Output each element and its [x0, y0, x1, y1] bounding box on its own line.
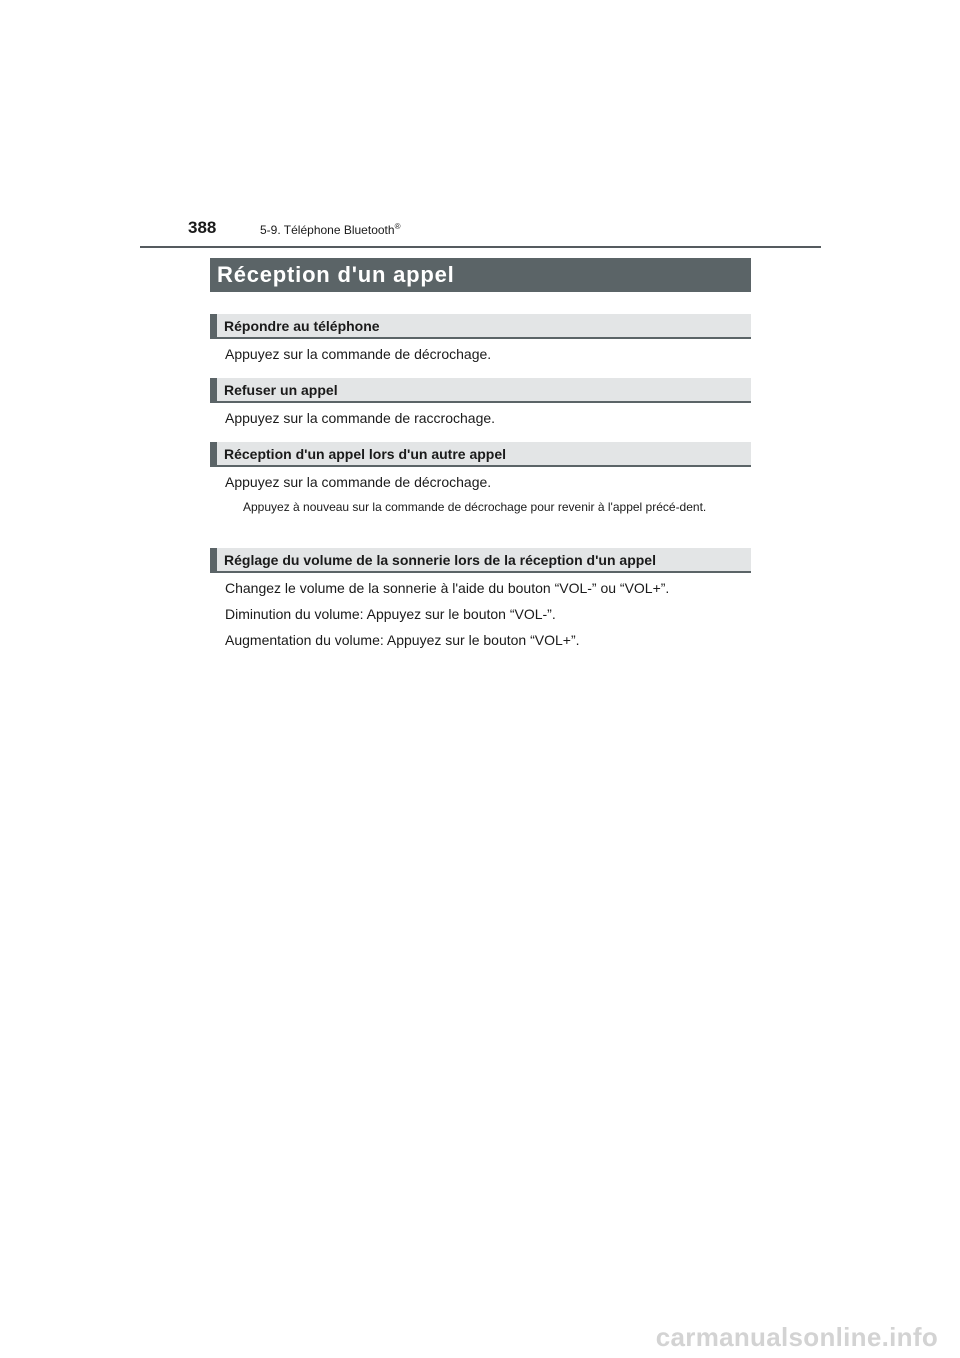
section-heading-text: Refuser un appel	[224, 381, 338, 398]
page-number: 388	[188, 218, 217, 237]
page-title-bar	[210, 258, 751, 292]
watermark: carmanualsonline.info	[655, 1322, 938, 1352]
paragraph-ringer-volume-2: Diminution du volume: Appuyez sur le bouton “VOL-”.	[225, 606, 556, 622]
paragraph-answer: Appuyez sur la commande de décrochage.	[225, 346, 492, 362]
section-heading-text: Répondre au téléphone	[224, 317, 380, 334]
note-call-waiting: Appuyez à nouveau sur la commande de décrochage pour revenir à l'appel précé-dent.	[243, 500, 707, 514]
section-heading-text: Réception d'un appel lors d'un autre appel	[224, 445, 507, 462]
page-title: Réception d'un appel	[217, 262, 455, 287]
section-heading-ringer-volume	[210, 548, 751, 573]
paragraph-refuse: Appuyez sur la commande de raccrochage.	[225, 410, 496, 426]
registered-mark: ®	[394, 222, 401, 231]
paragraph-call-waiting: Appuyez sur la commande de décrochage.	[225, 474, 492, 490]
paragraph-ringer-volume-3: Augmentation du volume: Appuyez sur le bouton “VOL+”.	[225, 632, 580, 648]
section-heading-refuse	[210, 378, 751, 403]
section-path-text: 5-9. Téléphone Bluetooth	[260, 223, 395, 237]
section-heading-text: Réglage du volume de la sonnerie lors de la réception d'un appel	[224, 551, 656, 568]
paragraph-ringer-volume-1: Changez le volume de la sonnerie à l'aide du bouton “VOL-” ou “VOL+”.	[225, 580, 670, 596]
section-heading-answer	[210, 314, 751, 339]
section-heading-call-waiting	[210, 442, 751, 467]
section-path	[260, 222, 400, 237]
page-header	[140, 214, 821, 248]
